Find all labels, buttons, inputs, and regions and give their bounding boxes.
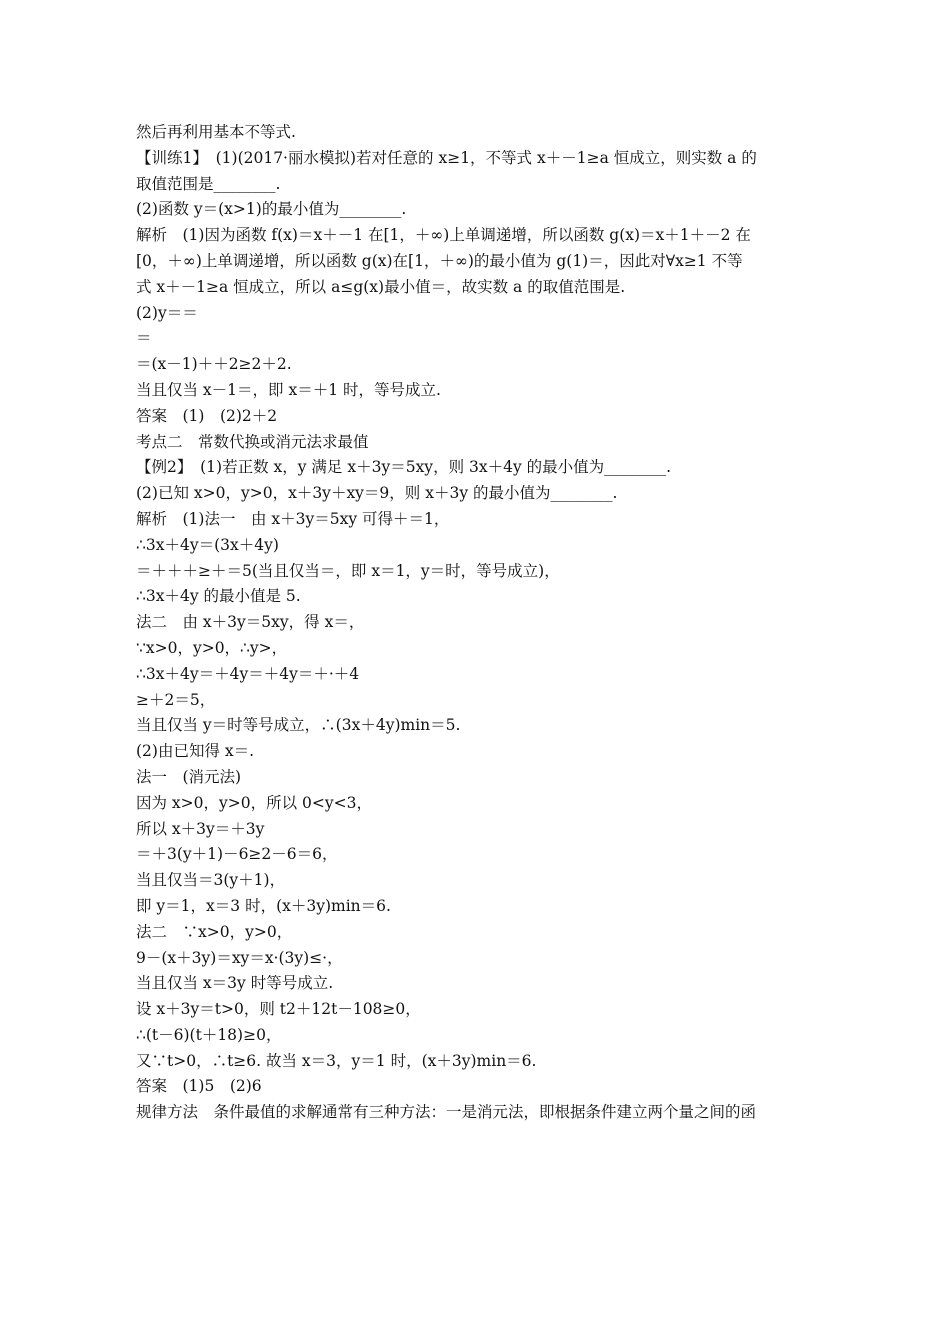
text-line: 【例2】 (1)若正数 x，y 满足 x＋3y＝5xy，则 3x＋4y 的最小值为________.: [136, 458, 672, 477]
text-line: ＝(x－1)＋＋2≥2＋2.: [136, 355, 292, 374]
text-line: 9－(x＋3y)＝xy＝x·(3y)≤·，: [136, 948, 343, 967]
text-line: 答案 (1) (2)2＋2: [136, 406, 278, 425]
text-line: (2)y＝＝: [136, 303, 198, 322]
text-line: 取值范围是________.: [136, 174, 281, 193]
text-line: 即 y＝1，x＝3 时，(x＋3y)min＝6.: [136, 896, 391, 915]
text-line: 设 x＋3y＝t>0，则 t2＋12t－108≥0，: [136, 1000, 421, 1019]
text-line: ∵x>0，y>0，∴y>，: [136, 638, 288, 657]
text-line: 式 x＋－1≥a 恒成立，所以 a≤g(x)最小值＝，故实数 a 的取值范围是.: [136, 277, 626, 296]
text-line: 法二 ∵x>0，y>0，: [136, 922, 293, 941]
section-heading: 考点二 常数代换或消元法求最值: [136, 432, 369, 451]
text-line: 所以 x＋3y＝＋3y: [136, 819, 265, 838]
text-line: 【训练1】 (1)(2017·丽水模拟)若对任意的 x≥1，不等式 x＋－1≥a 恒成立，则实数 a 的: [136, 148, 757, 167]
text-line: 规律方法 条件最值的求解通常有三种方法：一是消元法，即根据条件建立两个量之间的函: [136, 1103, 757, 1122]
text-line: ＝＋3(y＋1)－6≥2－6＝6，: [136, 845, 338, 864]
text-line: ∴3x＋4y 的最小值是 5.: [136, 587, 301, 606]
text-line: 法一 (消元法): [136, 767, 242, 786]
text-line: [0，＋∞)上单调递增，所以函数 g(x)在[1，＋∞)的最小值为 g(1)＝，因此对∀x≥1 不等: [136, 251, 743, 270]
text-line: 然后再利用基本不等式.: [136, 123, 296, 141]
text-line: ∴(t－6)(t＋18)≥0，: [136, 1025, 282, 1044]
text-line: ＝: [136, 329, 152, 348]
text-line: (2)已知 x>0，y>0，x＋3y＋xy＝9，则 x＋3y 的最小值为________.: [136, 484, 618, 503]
text-line: 又∵t>0，∴t≥6. 故当 x＝3，y＝1 时，(x＋3y)min＝6.: [136, 1051, 537, 1070]
text-line: 当且仅当＝3(y＋1)，: [136, 871, 286, 890]
text-line: 法二 由 x＋3y＝5xy，得 x＝，: [136, 613, 365, 632]
text-line: 当且仅当 x＝3y 时等号成立.: [136, 974, 334, 993]
text-line: ∴3x＋4y＝＋4y＝＋4y＝＋·＋4: [136, 664, 360, 683]
text-line: 解析 (1)法一 由 x＋3y＝5xy 可得＋＝1，: [136, 509, 450, 528]
text-line: ≥＋2＝5，: [136, 690, 216, 709]
text-line: 解析 (1)因为函数 f(x)＝x＋－1 在[1，＋∞)上单调递增，所以函数 g(x)＝x＋1＋－2 在: [136, 226, 751, 245]
text-line: (2)函数 y＝(x>1)的最小值为________.: [136, 200, 407, 219]
text-line: 当且仅当 x－1＝，即 x＝＋1 时，等号成立.: [136, 380, 441, 399]
text-line: 当且仅当 y＝时等号成立，∴(3x＋4y)min＝5.: [136, 716, 461, 735]
text-line: ＝＋＋＋≥＋＝5(当且仅当＝，即 x＝1，y＝时，等号成立)，: [136, 561, 560, 580]
document-page: [136, 120, 821, 1126]
text-line: 因为 x>0，y>0，所以 0<y<3，: [136, 793, 373, 812]
text-line: 答案 (1)5 (2)6: [136, 1077, 262, 1096]
text-line: (2)由已知得 x＝.: [136, 742, 255, 761]
text-line: ∴3x＋4y＝(3x＋4y): [136, 535, 279, 554]
